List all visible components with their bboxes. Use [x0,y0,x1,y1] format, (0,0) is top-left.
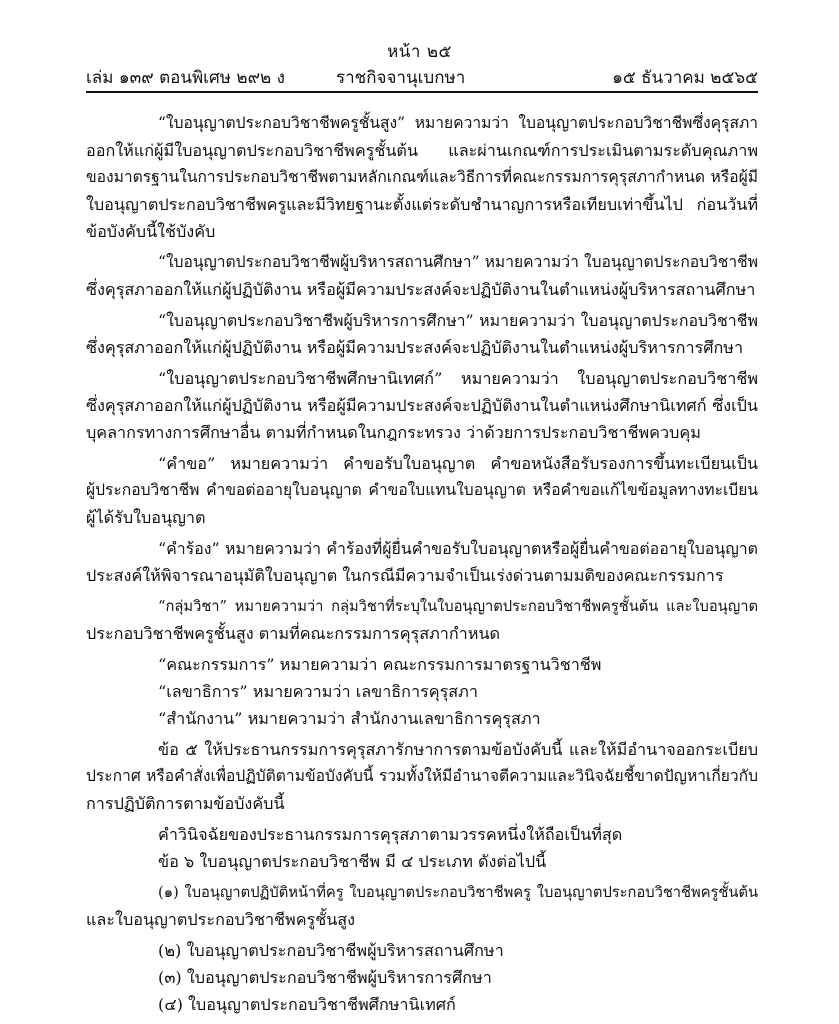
text-line: คำวินิจฉัยของประธานกรรมการคุรุสภาตามวรรคหนึ่งให้ถือเป็นที่สุด [158,825,623,844]
text-line: (๓) ใบอนุญาตประกอบวิชาชีพผู้บริหารการศึกษา [158,968,492,987]
text-line: “สำนักงาน” หมายความว่า สำนักงานเลขาธิการคุรุสภา [158,709,541,728]
text-line: ข้อ ๖ ใบอนุญาตประกอบวิชาชีพ มี ๔ ประเภท ดังต่อไปนี้ [158,852,547,871]
gazette-header [86,64,758,88]
text-line: ผู้ประกอบวิชาชีพ คำขอต่ออายุใบอนุญาต คำขอใบแทนใบอนุญาต หรือคำขอแก้ไขข้อมูลทางทะเบียน [86,481,758,499]
text-line: (๔) ใบอนุญาตประกอบวิชาชีพศึกษานิเทศก์ [158,995,456,1014]
text-line: ประสงค์ให้พิจารณาอนุมัติใบอนุญาต ในกรณีมีความจำเป็นเร่งด่วนตามมติของคณะกรรมการ [86,566,724,585]
text-line: ประกอบวิชาชีพครูชั้นสูง ตามที่คณะกรรมการคุรุสภากำหนด [86,624,501,643]
publication-date: ๑๕ ธันวาคม ๒๕๖๕ [612,68,758,88]
text-line: “คำร้อง” หมายความว่า คำร้องที่ผู้ยื่นคำขอรับใบอนุญาตหรือผู้ยื่นคำขอต่ออายุใบอนุญาต [158,539,758,558]
text-line: ซึ่งคุรุสภาออกให้แก่ผู้ปฏิบัติงาน หรือผู้มีความประสงค์จะปฏิบัติงานในตำแหน่งศึกษานิเทศก์ ซึ่งเป็น [86,396,758,415]
text-line: ซึ่งคุรุสภาออกให้แก่ผู้ปฏิบัติงาน หรือผู้มีความประสงค์จะปฏิบัติงานในตำแหน่งผู้บริหารการศึกษา [86,338,744,357]
text-line: (๑) ใบอนุญาตปฏิบัติหน้าที่ครู ใบอนุญาตประกอบวิชาชีพครู ใบอนุญาตประกอบวิชาชีพครูชั้นต้น [158,884,758,901]
text-line: “เลขาธิการ” หมายความว่า เลขาธิการคุรุสภา [158,682,478,701]
text-line: ซึ่งคุรุสภาออกให้แก่ผู้ปฏิบัติงาน หรือผู้มีความประสงค์จะปฏิบัติงานในตำแหน่งผู้บริหารสถานศึกษา [86,280,756,299]
page-number: หน้า ๒๕ [387,42,452,62]
text-line: ของมาตรฐานในการประกอบวิชาชีพตามหลักเกณฑ์และวิธีการที่คณะกรรมการคุรุสภากำหนด หรือผู้มี [86,168,758,186]
text-line: ออกให้แก่ผู้มีใบอนุญาตประกอบวิชาชีพครูชั้นต้น และผ่านเกณฑ์การประเมินตามระดับคุณภาพ [86,141,758,160]
text-line: การปฏิบัติการตามข้อบังคับนี้ [86,794,285,813]
text-line: “ใบอนุญาตประกอบวิชาชีพศึกษานิเทศก์” หมายความว่า ใบอนุญาตประกอบวิชาชีพ [158,369,758,388]
gazette-name: ราชกิจจานุเบกษา [336,68,466,88]
text-line: “ใบอนุญาตประกอบวิชาชีพครูชั้นสูง” หมายความว่า ใบอนุญาตประกอบวิชาชีพซึ่งคุรุสภา [158,114,758,132]
text-line: ประกาศ หรือคำสั่งเพื่อปฏิบัติตามข้อบังคับนี้ รวมทั้งให้มีอำนาจตีความและวินิจฉัยชี้ขาดปัญหาเกี่ยวกับ [86,767,758,785]
text-line: “ใบอนุญาตประกอบวิชาชีพผู้บริหารสถานศึกษา” หมายความว่า ใบอนุญาตประกอบวิชาชีพ [158,253,758,271]
text-line: ข้อบังคับนี้ใช้บังคับ [86,222,216,241]
text-line: “กลุ่มวิชา” หมายความว่า กลุ่มวิชาที่ระบุในใบอนุญาตประกอบวิชาชีพครูชั้นต้น และใบอนุญาต [158,598,758,615]
text-line: “ใบอนุญาตประกอบวิชาชีพผู้บริหารการศึกษา” หมายความว่า ใบอนุญาตประกอบวิชาชีพ [158,311,758,330]
text-line: “คำขอ” หมายความว่า คำขอรับใบอนุญาต คำขอหนังสือรับรองการขึ้นทะเบียนเป็น [158,454,758,473]
volume-issue: เล่ม ๑๓๙ ตอนพิเศษ ๒๙๒ ง [86,68,285,88]
text-line: ข้อ ๕ ให้ประธานกรรมการคุรุสภารักษาการตามข้อบังคับนี้ และให้มีอำนาจออกระเบียบ [158,740,758,759]
text-line: และใบอนุญาตประกอบวิชาชีพครูชั้นสูง [86,910,356,929]
text-line: ผู้ได้รับใบอนุญาต [86,508,206,527]
text-line: ใบอนุญาตประกอบวิชาชีพครูและมีวิทยฐานะตั้งแต่ระดับชำนาญการหรือเทียบเท่าขึ้นไป ก่อนวันที่ [86,195,758,214]
text-line: (๒) ใบอนุญาตประกอบวิชาชีพผู้บริหารสถานศึกษา [158,941,504,960]
header-divider [86,91,758,93]
text-line: บุคลากรทางการศึกษาอื่น ตามที่กำหนดในกฎกระทรวง ว่าด้วยการประกอบวิชาชีพควบคุม [86,423,701,442]
text-line: “คณะกรรมการ” หมายความว่า คณะกรรมการมาตรฐานวิชาชีพ [158,655,602,674]
document-body [86,110,758,1018]
